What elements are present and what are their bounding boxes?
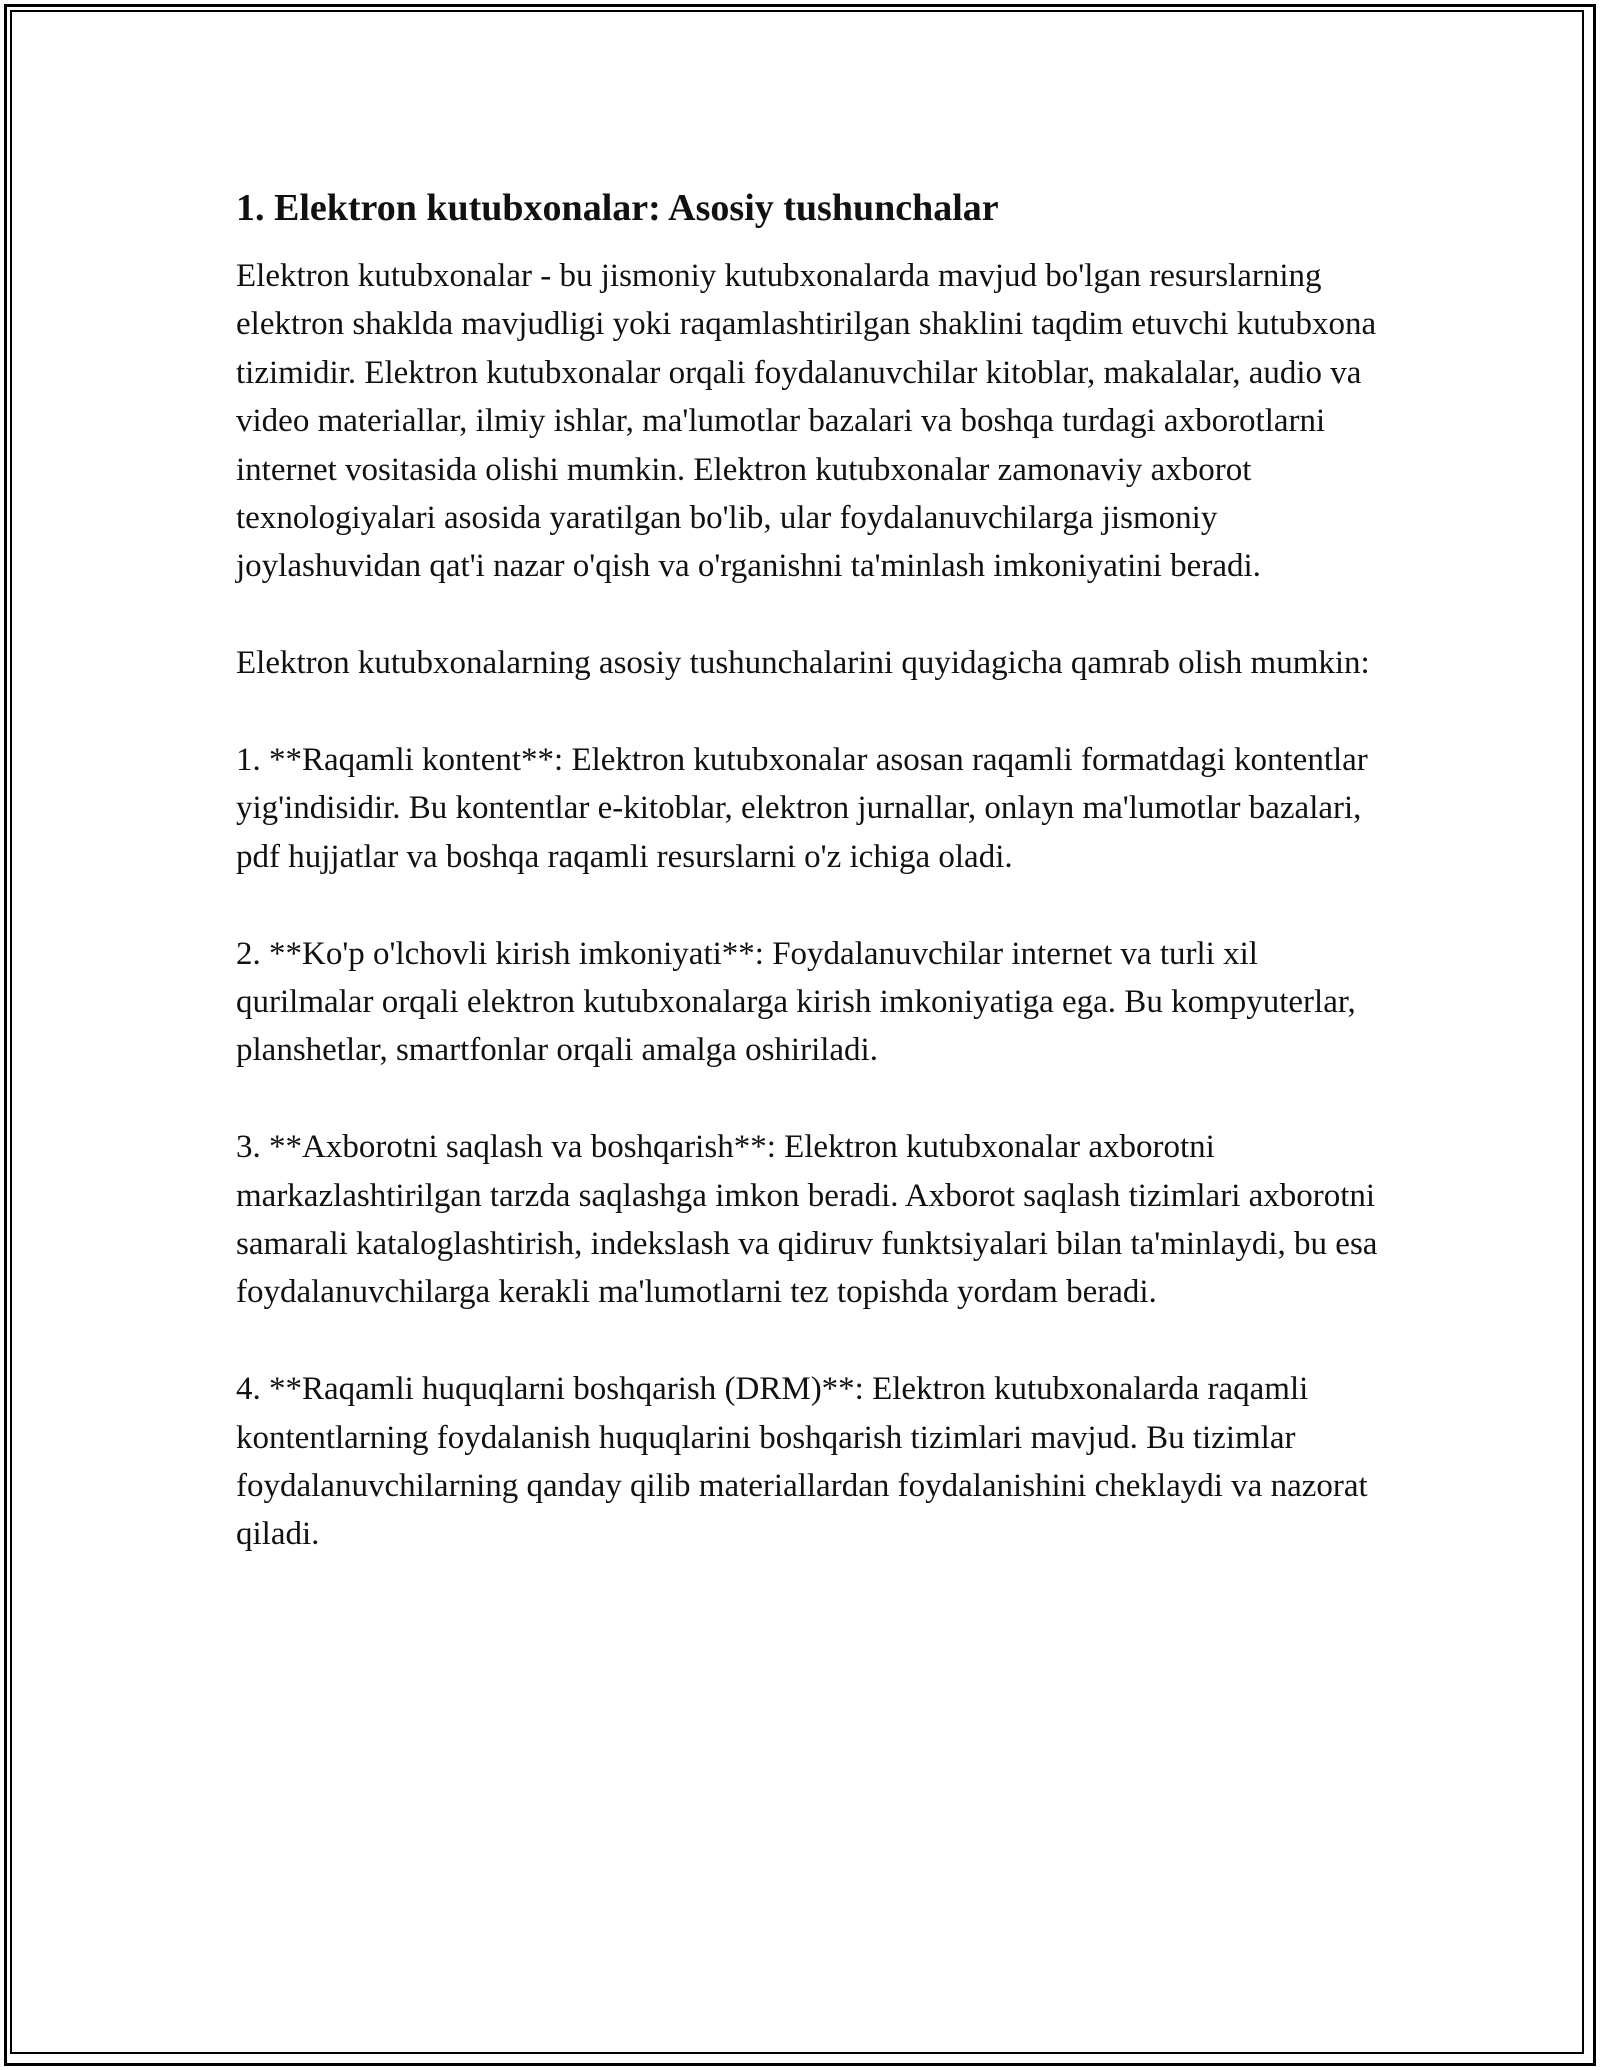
list-item-kirish-imkoniyati: 2. **Ko'p o'lchovli kirish imkoniyati**: Foydalanuvchilar internet va turli xil qurilmalar orqali elektron kutubxonalarga kirish imkoniyatiga ega. Bu kompyuterlar, planshetlar, smartfonlar orqali amalga oshiriladi. [236,935,1356,1069]
concepts-lead-paragraph: Elektron kutubxonalarning asosiy tushunchalarini quyidagicha qamrab olish mumkin: [236,645,1370,682]
document-body [236,184,1396,1607]
list-item-drm: 4. **Raqamli huquqlarni boshqarish (DRM)**: Elektron kutubxonalarda raqamli kontentlarning foydalanish huquqlarini boshqarish tizimlari mavjud. Bu tizimlar foydalanuvchilarning qanday qilib materiallardan foydalanishini cheklaydi va nazorat qiladi. [236,1371,1368,1553]
list-item-raqamli-kontent: 1. **Raqamli kontent**: Elektron kutubxonalar asosan raqamli formatdagi kontentlar yig'indisidir. Bu kontentlar e-kitoblar, elektron jurnallar, onlayn ma'lumotlar bazalari, pdf hujjatlar va boshqa raqamli resurslarni o'z ichiga oladi. [236,742,1368,875]
intro-paragraph: Elektron kutubxonalar - bu jismoniy kutubxonalarda mavjud bo'lgan resurslarning elektron shakldа mavjudligi yoki raqamlashtirilgan shaklini taqdim etuvchi kutubxona tizimidir. Elektron kutubxonalar orqali foydalanuvchilar kitoblar, makalalar, audio va video materiallar, ilmiy ishlar, ma'lumotlar bazalari va boshqa turdagi axborotlarni internet vositasida olishi mumkin. Elektron kutubxonalar zamonaviy axborot texnologiyalari asosida yaratilgan bo'lib, ular foydalanuvchilarga jismoniy joylashuvidan qat'i nazar o'qish va o'rganishni ta'minlash imkoniyatini beradi. [236,258,1377,585]
section-heading: 1. Elektron kutubxonalar: Asosiy tushunchalar [236,187,999,229]
list-item-axborotni-saqlash: 3. **Axborotni saqlash va boshqarish**: Elektron kutubxonalar axborotni markazlashtirilgan tarzda saqlashga imkon beradi. Axborot saqlash tizimlari axborotni samarali kataloglashtirish, indekslash va qidiruv funktsiyalari bilan ta'minlaydi, bu esa foydalanuvchilarga kerakli ma'lumotlarni tez topishda yordam beradi. [236,1129,1378,1311]
